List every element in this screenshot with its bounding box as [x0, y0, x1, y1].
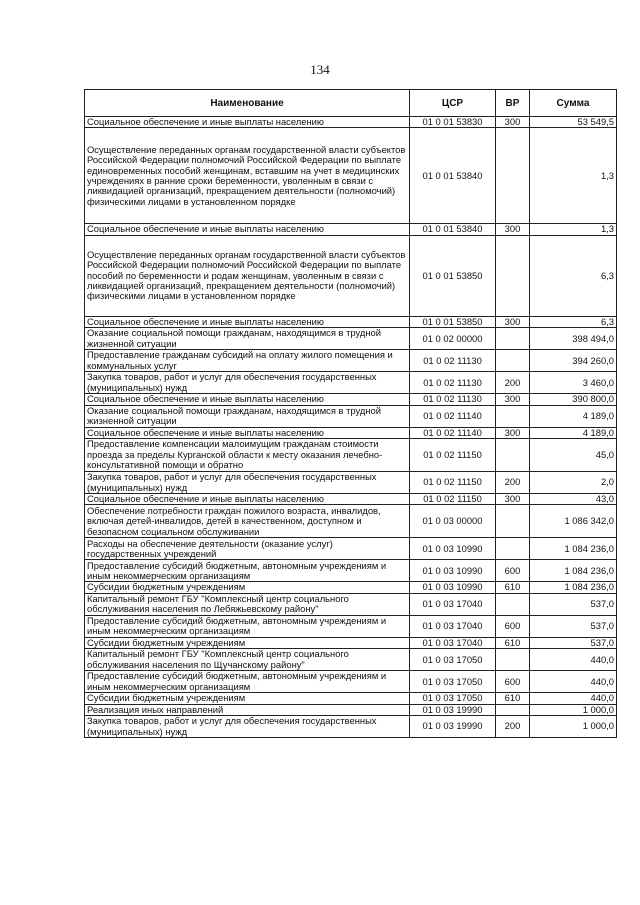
cell-sum: 537,0	[530, 637, 617, 648]
page-number: 134	[310, 62, 330, 77]
cell-sum: 440,0	[530, 693, 617, 704]
cell-csr: 01 0 03 17050	[410, 671, 496, 693]
cell-name: Обеспечение потребности граждан пожилого возраста, инвалидов, включая детей-инвалидов, детей в качественном, доступном и безопасном социальном обслуживании	[85, 505, 410, 538]
cell-name: Социальное обеспечение и иные выплаты населению	[85, 316, 410, 327]
cell-vr	[496, 505, 530, 538]
cell-csr: 01 0 02 11150	[410, 494, 496, 505]
cell-name: Оказание социальной помощи гражданам, находящимся в трудной жизненной ситуации	[85, 405, 410, 427]
table-row	[85, 235, 617, 316]
cell-vr: 300	[496, 117, 530, 128]
cell-csr: 01 0 03 00000	[410, 505, 496, 538]
table-row	[85, 117, 617, 128]
cell-csr: 01 0 01 53850	[410, 316, 496, 327]
cell-sum: 6,3	[530, 316, 617, 327]
cell-sum: 398 494,0	[530, 328, 617, 350]
cell-csr: 01 0 03 17040	[410, 593, 496, 615]
table-row	[85, 472, 617, 494]
table-row	[85, 372, 617, 394]
table-row	[85, 350, 617, 372]
cell-sum: 537,0	[530, 593, 617, 615]
cell-csr: 01 0 03 19990	[410, 716, 496, 738]
table-row	[85, 405, 617, 427]
cell-sum: 6,3	[530, 235, 617, 316]
cell-name: Закупка товаров, работ и услуг для обеспечения государственных (муниципальных) нужд	[85, 716, 410, 738]
cell-sum: 1 086 342,0	[530, 505, 617, 538]
cell-vr: 610	[496, 693, 530, 704]
cell-vr: 600	[496, 671, 530, 693]
cell-name: Закупка товаров, работ и услуг для обеспечения государственных (муниципальных) нужд	[85, 372, 410, 394]
cell-sum: 394 260,0	[530, 350, 617, 372]
cell-name: Осуществление переданных органам государственной власти субъектов Российской Федерации полномочий Российской Федерации по выплате пособий по беременности и родам женщинам, уволенным в связи с ликвидацией организаций, прекращением деятельности (полномочий) физическими лицами в установленном порядке	[85, 235, 410, 316]
table-row	[85, 394, 617, 405]
cell-name: Субсидии бюджетным учреждениям	[85, 582, 410, 593]
column-header-name: Наименование	[85, 90, 410, 117]
cell-sum: 1,3	[530, 224, 617, 235]
table-row	[85, 704, 617, 715]
cell-csr: 01 0 01 53850	[410, 235, 496, 316]
cell-name: Осуществление переданных органам государственной власти субъектов Российской Федерации полномочий Российской Федерации по выплате единовременных пособий женщинам, вставшим на учет в медицинских учреждениях в ранние сроки беременности, уволенным в связи с ликвидацией организаций, прекращением деятельности (полномочий) физическими лицами в установленном порядке	[85, 128, 410, 224]
cell-name: Капитальный ремонт ГБУ "Комплексный центр социального обслуживания населения по Щучанскому району"	[85, 649, 410, 671]
cell-vr	[496, 593, 530, 615]
table-row	[85, 494, 617, 505]
cell-sum: 3 460,0	[530, 372, 617, 394]
cell-name: Оказание социальной помощи гражданам, находящимся в трудной жизненной ситуации	[85, 328, 410, 350]
cell-vr: 200	[496, 472, 530, 494]
cell-sum: 2,0	[530, 472, 617, 494]
table-row	[85, 582, 617, 593]
cell-csr: 01 0 03 10990	[410, 582, 496, 593]
cell-csr: 01 0 03 17050	[410, 693, 496, 704]
cell-csr: 01 0 02 11140	[410, 405, 496, 427]
cell-name: Предоставление субсидий бюджетным, автономным учреждениям и иным некоммерческим организациям	[85, 671, 410, 693]
cell-csr: 01 0 02 11130	[410, 394, 496, 405]
table-row	[85, 128, 617, 224]
cell-sum: 4 189,0	[530, 427, 617, 438]
cell-sum: 53 549,5	[530, 117, 617, 128]
cell-name: Закупка товаров, работ и услуг для обеспечения государственных (муниципальных) нужд	[85, 472, 410, 494]
cell-csr: 01 0 02 11130	[410, 372, 496, 394]
cell-sum: 390 800,0	[530, 394, 617, 405]
cell-vr: 610	[496, 637, 530, 648]
cell-csr: 01 0 03 17050	[410, 649, 496, 671]
cell-vr	[496, 649, 530, 671]
cell-sum: 1 084 236,0	[530, 538, 617, 560]
table-row	[85, 671, 617, 693]
cell-vr: 300	[496, 224, 530, 235]
table-row	[85, 637, 617, 648]
cell-sum: 537,0	[530, 615, 617, 637]
cell-csr: 01 0 03 10990	[410, 560, 496, 582]
cell-csr: 01 0 03 17040	[410, 615, 496, 637]
cell-name: Социальное обеспечение и иные выплаты населению	[85, 427, 410, 438]
cell-name: Реализация иных направлений	[85, 704, 410, 715]
table-header-row	[85, 90, 617, 117]
cell-name: Социальное обеспечение и иные выплаты населению	[85, 394, 410, 405]
cell-csr: 01 0 02 11130	[410, 350, 496, 372]
cell-sum: 43,0	[530, 494, 617, 505]
table-row	[85, 716, 617, 738]
cell-vr: 610	[496, 582, 530, 593]
table-body	[85, 117, 617, 738]
cell-vr: 600	[496, 560, 530, 582]
table-row	[85, 328, 617, 350]
cell-sum: 45,0	[530, 439, 617, 472]
cell-name: Субсидии бюджетным учреждениям	[85, 693, 410, 704]
cell-sum: 440,0	[530, 649, 617, 671]
cell-csr: 01 0 02 11150	[410, 439, 496, 472]
cell-vr	[496, 439, 530, 472]
table-row	[85, 439, 617, 472]
cell-csr: 01 0 03 17040	[410, 637, 496, 648]
table-row	[85, 649, 617, 671]
cell-csr: 01 0 02 11140	[410, 427, 496, 438]
table-row	[85, 615, 617, 637]
cell-sum: 1 084 236,0	[530, 560, 617, 582]
cell-csr: 01 0 01 53840	[410, 128, 496, 224]
cell-vr: 600	[496, 615, 530, 637]
cell-csr: 01 0 02 11150	[410, 472, 496, 494]
cell-vr	[496, 128, 530, 224]
cell-vr	[496, 350, 530, 372]
cell-csr: 01 0 03 10990	[410, 538, 496, 560]
cell-vr	[496, 405, 530, 427]
cell-name: Предоставление субсидий бюджетным, автономным учреждениям и иным некоммерческим организациям	[85, 560, 410, 582]
cell-vr	[496, 538, 530, 560]
table-row	[85, 505, 617, 538]
table-row	[85, 427, 617, 438]
cell-sum: 4 189,0	[530, 405, 617, 427]
table-row	[85, 593, 617, 615]
table-row	[85, 224, 617, 235]
cell-vr	[496, 704, 530, 715]
cell-name: Предоставление субсидий бюджетным, автономным учреждениям и иным некоммерческим организациям	[85, 615, 410, 637]
cell-csr: 01 0 01 53830	[410, 117, 496, 128]
cell-sum: 1 084 236,0	[530, 582, 617, 593]
column-header-vr: ВР	[496, 90, 530, 117]
cell-vr: 200	[496, 716, 530, 738]
table-row	[85, 316, 617, 327]
cell-sum: 1,3	[530, 128, 617, 224]
cell-vr	[496, 328, 530, 350]
cell-csr: 01 0 03 19990	[410, 704, 496, 715]
cell-name: Социальное обеспечение и иные выплаты населению	[85, 494, 410, 505]
cell-name: Субсидии бюджетным учреждениям	[85, 637, 410, 648]
column-header-sum: Сумма	[530, 90, 617, 117]
column-header-csr: ЦСР	[410, 90, 496, 117]
cell-name: Расходы на обеспечение деятельности (оказание услуг) государственных учреждений	[85, 538, 410, 560]
cell-sum: 1 000,0	[530, 704, 617, 715]
cell-sum: 440,0	[530, 671, 617, 693]
cell-vr: 300	[496, 427, 530, 438]
cell-name: Социальное обеспечение и иные выплаты населению	[85, 224, 410, 235]
cell-vr: 300	[496, 316, 530, 327]
table-row	[85, 538, 617, 560]
cell-csr: 01 0 02 00000	[410, 328, 496, 350]
budget-table	[84, 89, 617, 738]
cell-vr: 300	[496, 394, 530, 405]
cell-sum: 1 000,0	[530, 716, 617, 738]
cell-vr	[496, 235, 530, 316]
table-row	[85, 560, 617, 582]
cell-name: Предоставление гражданам субсидий на оплату жилого помещения и коммунальных услуг	[85, 350, 410, 372]
cell-name: Предоставление компенсации малоимущим гражданам стоимости проезда за пределы Курганской области к месту оказания лечебно-консультативной помощи и обратно	[85, 439, 410, 472]
cell-name: Социальное обеспечение и иные выплаты населению	[85, 117, 410, 128]
cell-csr: 01 0 01 53840	[410, 224, 496, 235]
cell-vr: 300	[496, 494, 530, 505]
cell-vr: 200	[496, 372, 530, 394]
table-row	[85, 693, 617, 704]
cell-name: Капитальный ремонт ГБУ "Комплексный центр социального обслуживания населения по Лебяжьевскому району"	[85, 593, 410, 615]
